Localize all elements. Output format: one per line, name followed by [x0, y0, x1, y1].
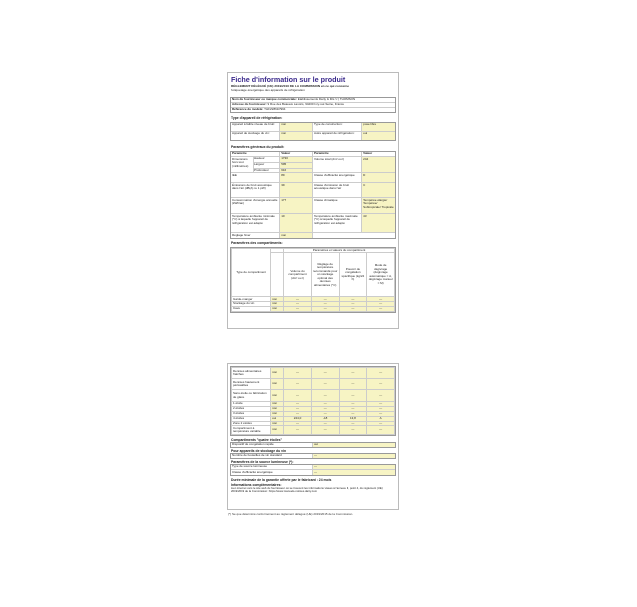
compartments-table-top: Type de compartiment Paramètres et valeurs du compartiment Volume du compartiment (dm³ ou l) Réglage de température recommandé pour un stockage optimal des denrées alimentaires (°C) Pouvoir de congélation spécifique (kg/24 h) Mode de dégivrage (dégivrage automatique = A, dégivrage manuel = M) Garde-manger non — — — — Stockage du vin non — — — — Cave non — — — — — [230, 247, 396, 314]
type-table: Appareil à faible niveau de bruit: non Type de construction: pose libre Appareil de stockage du vin: non Autre appareil de réfrigération: oui — [230, 122, 396, 141]
supplier-address-value: 9 Rue des Bateaux Lavoirs, 94200 Ivry-sur-Seine, France — [267, 102, 345, 107]
light-class-value: — — [313, 470, 395, 474]
product-sheet-page-2 — [227, 363, 399, 510]
compartments-table-bottom — [230, 366, 396, 436]
wine-bottles-label: Nombre de bouteilles de vin standard — [231, 454, 313, 458]
type-heading: Type d'appareil de réfrigération: — [231, 116, 283, 121]
light-class-label: Classe d'efficacité énergétique — [231, 470, 313, 474]
supplier-name-value: Etablissements Darty & Fils © | THOMSON — [297, 97, 356, 101]
general-heading: Paramètres généraux du produit: — [231, 145, 285, 150]
quick-freeze-label: Dispositif de congélation rapide — [231, 443, 313, 447]
regulation-subline: l'étiquetage énergétique des appareils de réfrigération — [231, 87, 305, 92]
warranty-line: Durée minimale de la garantie offerte par le fabricant : 24 mois — [231, 477, 332, 482]
general-table: Paramètre Valeur Paramètre Valeur Dimensions hors tout (millimètres) Hauteur Largeur Profondeur 1730 595 616 Volume total (dm³ ou l) 244 IEE 89 Classe d'efficacité énergétique D Émissions de bruit acoustique dans l'air (dB(A) re 1 pW) 39 Classe d'émission de bruit acoustique dans l'air C Consommation d'énergie annuelle (kWh/an) 177 Classe climatique Tempérée élargie/ Tempérée/ Subtropicale/ Tropicale Température ambiante minimale (°C) à laquelle l'appareil de réfrigération est adapté 10 Température ambiante maximale (°C) à laquelle l'appareil de réfrigération est adapté 43 Réglage hiver non — [230, 151, 396, 238]
product-sheet-page-1 — [227, 72, 399, 329]
supplier-name-label: Nom du fournisseur ou marque commerciale: — [232, 97, 297, 101]
table-row: Denrées alimentaires fraîches non — — — — — [232, 368, 395, 379]
model-value: THFZ2861P994 — [264, 107, 286, 112]
supplier-address-label: Adresse du fournisseur: — [232, 102, 267, 107]
sheet-title: Fiche d'information sur le produit — [231, 75, 346, 84]
table-row: Stockage du vin non — — — — — [232, 302, 395, 307]
extra-info-text: Lien internet vers le site web du fournisseur où se trouvent les informations visées à l'annexe II, point 4, du règlement (UE) 2019/2019 de la Commission: https://www.manuels-notices.darty.com — [231, 485, 383, 493]
model-label: Référence du modèle: — [232, 107, 264, 112]
table-row: Garde-manger non — — — — — [232, 297, 395, 302]
table-row: 1 étoile non — — — — — [232, 402, 395, 407]
light-heading: Paramètres de la source lumineuse (*): — [231, 460, 294, 465]
regulation-line: RÈGLEMENT DÉLÉGUÉ (UE) 2019/2016 DE LA COMMISSION en ce qui concerne — [231, 84, 349, 88]
footnote: (*) Se que déterminé conformément au règlement délégué (UE) 2019/2015 de la Commission. — [228, 512, 354, 516]
table-row: 4 étoiles oui 244,0 -18 13,8 A — [232, 416, 395, 421]
compartments-heading: Paramètres des compartiments: — [231, 240, 283, 245]
table-row: Compartiment à température variable non — — — — — [232, 426, 395, 434]
four-star-heading: Compartiments "quatre étoiles" — [231, 437, 283, 442]
table-row: Sans étoile ou fabrication de glace non — — — — — [232, 390, 395, 402]
light-type-label: Type de source lumineuse — [231, 465, 313, 469]
table-row: 3 étoiles non — — — — — [232, 411, 395, 416]
light-type-value: — — [313, 465, 395, 469]
wine-bottles-value: — — [313, 454, 395, 458]
table-row: Cave non — — — — — [232, 307, 395, 312]
table-row: Zone 2 étoiles non — — — — — [232, 421, 395, 426]
extra-info-heading: Informations complémentaires: — [231, 482, 282, 487]
table-row: 2 étoiles non — — — — — [232, 406, 395, 411]
table-row: Denrées hautement périssables non — — — — — [232, 379, 395, 390]
wine-heading: Pour appareils de stockage du vin — [231, 448, 287, 453]
supplier-box — [230, 97, 396, 114]
quick-freeze-value: oui — [313, 443, 395, 447]
